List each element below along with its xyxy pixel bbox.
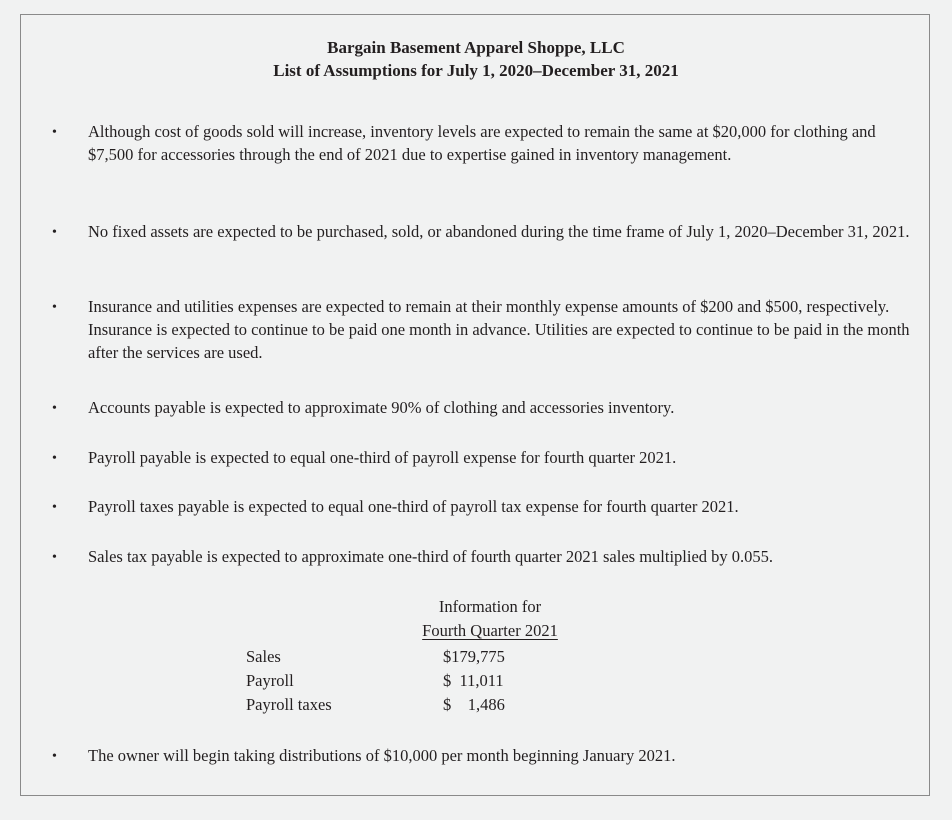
assumption-owner-distributions: The owner will begin taking distributions of $10,000 per month beginning January 2021. bbox=[88, 746, 676, 765]
info-heading-line1: Information for bbox=[438, 597, 542, 616]
bullet-icon: • bbox=[52, 300, 57, 315]
assumption-accounts-payable: Accounts payable is expected to approximate 90% of clothing and accessories inventory. bbox=[88, 398, 675, 417]
info-row-label-payroll: Payroll bbox=[246, 671, 294, 690]
assumption-insurance-utilities: Insurance and utilities expenses are expected to remain at their monthly expense amounts of $200 and $500, respectively. Insurance is expected to continue to be paid one month in advance. Utilities are expected to continue to be paid in the month after the services are used. bbox=[88, 297, 910, 362]
info-row-label-sales: Sales bbox=[246, 647, 281, 666]
bullet-icon: • bbox=[52, 225, 57, 240]
document-subtitle: List of Assumptions for July 1, 2020–December 31, 2021 bbox=[273, 61, 679, 80]
bullet-icon: • bbox=[52, 749, 57, 764]
assumption-payroll-payable: Payroll payable is expected to equal one-third of payroll expense for fourth quarter 2021. bbox=[88, 448, 677, 467]
assumption-inventory: Although cost of goods sold will increase, inventory levels are expected to remain the same at $20,000 for clothing and $7,500 for accessories through the end of 2021 due to expertise gained in inventory management. bbox=[88, 122, 876, 164]
bullet-icon: • bbox=[52, 451, 57, 466]
info-row-value-payroll: $ 11,011 bbox=[443, 671, 504, 690]
bullet-icon: • bbox=[52, 550, 57, 565]
assumption-sales-tax-payable: Sales tax payable is expected to approximate one-third of fourth quarter 2021 sales multiplied by 0.055. bbox=[88, 547, 774, 566]
assumption-payroll-taxes-payable: Payroll taxes payable is expected to equal one-third of payroll tax expense for fourth quarter 2021. bbox=[88, 497, 739, 516]
bullet-icon: • bbox=[52, 500, 57, 515]
info-row-label-payroll-taxes: Payroll taxes bbox=[246, 695, 332, 714]
company-title: Bargain Basement Apparel Shoppe, LLC bbox=[327, 38, 625, 57]
bullet-icon: • bbox=[52, 401, 57, 416]
assumption-fixed-assets: No fixed assets are expected to be purchased, sold, or abandoned during the time frame of July 1, 2020–December 31, 2021. bbox=[88, 222, 910, 241]
info-row-value-payroll-taxes: $ 1,486 bbox=[443, 695, 505, 714]
bullet-icon: • bbox=[52, 125, 57, 140]
info-heading-line2: Fourth Quarter 2021 bbox=[422, 621, 558, 640]
info-row-value-sales: $179,775 bbox=[443, 647, 505, 666]
